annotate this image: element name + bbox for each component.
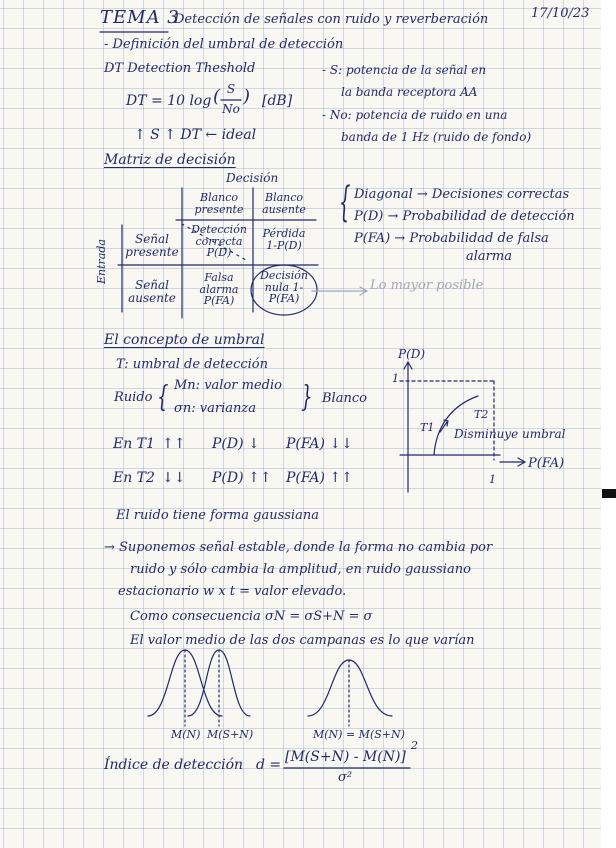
concept-blanco: Blanco (322, 391, 367, 406)
roc-curve (434, 396, 478, 455)
threshold-definition: - Definición del umbral de detección (104, 37, 344, 52)
assumption-line-3: estacionario w x t = valor elevado. (118, 584, 347, 599)
dt-formula-lhs: DT = 10 log (126, 93, 212, 109)
concept-t-definition: T: umbral de detección (116, 357, 268, 372)
bell-right-label: M(N) = M(S+N) (313, 728, 405, 741)
roc-x-label: P(FA) (528, 456, 565, 471)
matrix-cell-null: Decisión nula 1-P(FA) (260, 269, 308, 306)
matrix-col-absent: Blanco ausente (262, 191, 306, 216)
matrix-decision-header: Decisión (226, 171, 279, 185)
concept-left-brace: { (157, 380, 169, 415)
t1-arrows: ↑↑ (162, 436, 186, 452)
index-numerator: [M(S+N) - M(N)] (285, 749, 406, 765)
matrix-heading: Matriz de decisión (104, 152, 236, 168)
lesson-title: TEMA 3 (100, 7, 180, 28)
roc-x-tick: 1 (489, 473, 496, 486)
formula-open-paren: ( (213, 86, 221, 107)
dt-label: DT Detection Theshold (104, 61, 256, 76)
concept-mn: Mn: valor medio (174, 378, 282, 393)
note-no-line1: - No: potencia de ruido en una (322, 108, 508, 122)
note-no-line2: banda de 1 Hz (ruido de fondo) (341, 130, 532, 144)
matrix-key-diagonal: Diagonal → Decisiones correctas (354, 187, 570, 202)
matrix-lowest-note: Lo mayor posible (370, 278, 484, 293)
matrix-cell-loss: Pérdida 1-P(D) (262, 227, 306, 252)
index-d: d = (256, 757, 282, 773)
roc-threshold-arrow-label: Disminuye umbral (454, 427, 566, 441)
index-denominator: σ² (338, 770, 353, 785)
index-exponent: 2 (411, 739, 418, 752)
formula-unit: [dB] (262, 93, 293, 109)
assumption-line-5: El valor medio de las dos campanas es lo que varían (130, 633, 475, 648)
roc-t1-label: T1 (420, 421, 435, 434)
formula-denominator: No (222, 102, 240, 116)
t1-prefix: En T1 (113, 436, 155, 452)
index-label: Índice de detección (104, 757, 244, 773)
roc-t2-label: T2 (474, 408, 489, 421)
gaussian-note: El ruido tiene forma gaussiana (116, 508, 319, 523)
matrix-cell-false-alarm: Falsa alarma P(FA) (199, 271, 239, 308)
bell-left-msn: M(S+N) (207, 728, 254, 741)
bell-right (308, 660, 392, 716)
formula-numerator: S (226, 82, 236, 96)
page-date: 17/10/23 (531, 6, 590, 21)
t2-pfa: P(FA) ↑↑ (286, 470, 353, 486)
concept-ruido: Ruido (114, 390, 153, 405)
note-s-line2: la banda receptora AA (341, 85, 478, 99)
matrix-row-present: Señal presente (125, 232, 179, 259)
concept-right-brace: } (301, 380, 313, 415)
roc-y-tick: 1 (392, 372, 399, 385)
lesson-subtitle: Detección de señales con ruido y reverberación (174, 12, 489, 27)
matrix-col-present: Blanco presente (194, 191, 244, 216)
matrix-cell-detection: Detección correcta P(D) (191, 223, 247, 260)
concept-sn: σn: varianza (174, 401, 256, 416)
matrix-row-absent: Señal ausente (128, 278, 176, 305)
matrix-key-pfa-cont: alarma (466, 249, 512, 264)
assumption-line-1: → Suponemos señal estable, donde la forma no cambia por (104, 540, 493, 555)
t2-pd: P(D) ↑↑ (212, 470, 272, 486)
t1-pd: P(D) ↓ (212, 436, 260, 452)
matrix-key-pd: P(D) → Probabilidad de detección (354, 209, 575, 224)
matrix-diagonal-hint (182, 224, 246, 260)
note-s-line1: - S: potencia de la señal en (322, 63, 487, 77)
bell-left-mn: M(N) (171, 728, 201, 741)
scan-edge (601, 0, 616, 848)
concept-heading: El concepto de umbral (104, 332, 265, 348)
roc-y-label: P(D) (398, 347, 426, 361)
t2-arrows: ↓↓ (162, 470, 186, 486)
matrix-null-cell-circle (251, 265, 317, 315)
assumption-line-4: Como consecuencia σN = σS+N = σ (130, 609, 373, 624)
scan-edge-mark (602, 489, 616, 498)
t1-pfa: P(FA) ↓↓ (286, 436, 353, 452)
formula-close-paren: ) (243, 86, 251, 107)
ideal-relation: ↑ S ↑ DT ← ideal (134, 127, 257, 143)
matrix-entrada-label: Entrada (95, 239, 108, 284)
matrix-key-brace: { (339, 179, 351, 228)
matrix-key-pfa: P(FA) → Probabilidad de falsa (354, 231, 549, 246)
assumption-line-2: ruido y sólo cambia la amplitud, en ruido gaussiano (130, 562, 471, 577)
t2-prefix: En T2 (113, 470, 155, 486)
